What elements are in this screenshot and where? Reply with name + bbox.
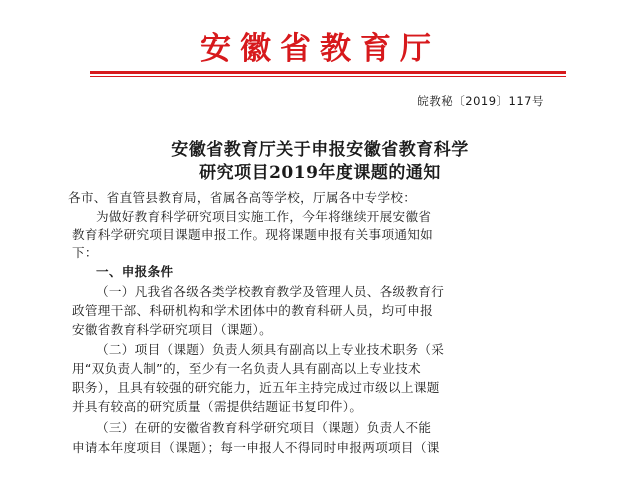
intro-line: 为做好教育科学研究项目实施工作，今年将继续开展安徽省 [96,209,432,224]
addressee: 各市、省直管县教育局，省属各高等学校，厅属各中专学校： [68,190,417,205]
paragraph-line: 职务），且具有较强的研究能力，近五年主持完成过市级以上课题 [72,380,440,395]
letterhead-rule-thick [90,71,566,74]
letterhead-rule-thin [90,76,566,77]
paragraph-line: （二）项目（课题）负责人须具有副高以上专业技术职务（采 [96,342,445,357]
document-number: 皖教秘〔2019〕117号 [417,94,544,108]
paragraph-line: 并具有较高的研究质量（需提供结题证书复印件）。 [72,399,363,414]
document-title-line-2: 研究项目2019年度课题的通知 [199,163,441,183]
paragraph-line: 用“双负责人制”的，至少有一名负责人具有副高以上专业技术 [72,361,421,376]
document-title-line-1: 安徽省教育厅关于申报安徽省教育科学 [171,140,469,160]
paragraph-line: （三）在研的安徽省教育科学研究项目（课题）负责人不能 [96,420,432,435]
intro-line: 下： [72,245,98,260]
letterhead-title: 安徽省教育厅 [200,31,440,67]
paragraph-line: 安徽省教育科学研究项目（课题）。 [72,322,272,337]
paragraph-line: 申请本年度项目（课题）；每一申报人不得同时申报两项项目（课 [72,440,440,455]
paragraph-line: （一）凡我省各级各类学校教育教学及管理人员、各级教育行 [96,284,445,299]
intro-line: 教育科学研究项目课题申报工作。现将课题申报有关事项通知如 [72,227,434,242]
section-heading: 一、申报条件 [96,264,174,279]
paragraph-line: 政管理干部、科研机构和学术团体中的教育科研人员，均可申报 [72,303,434,318]
